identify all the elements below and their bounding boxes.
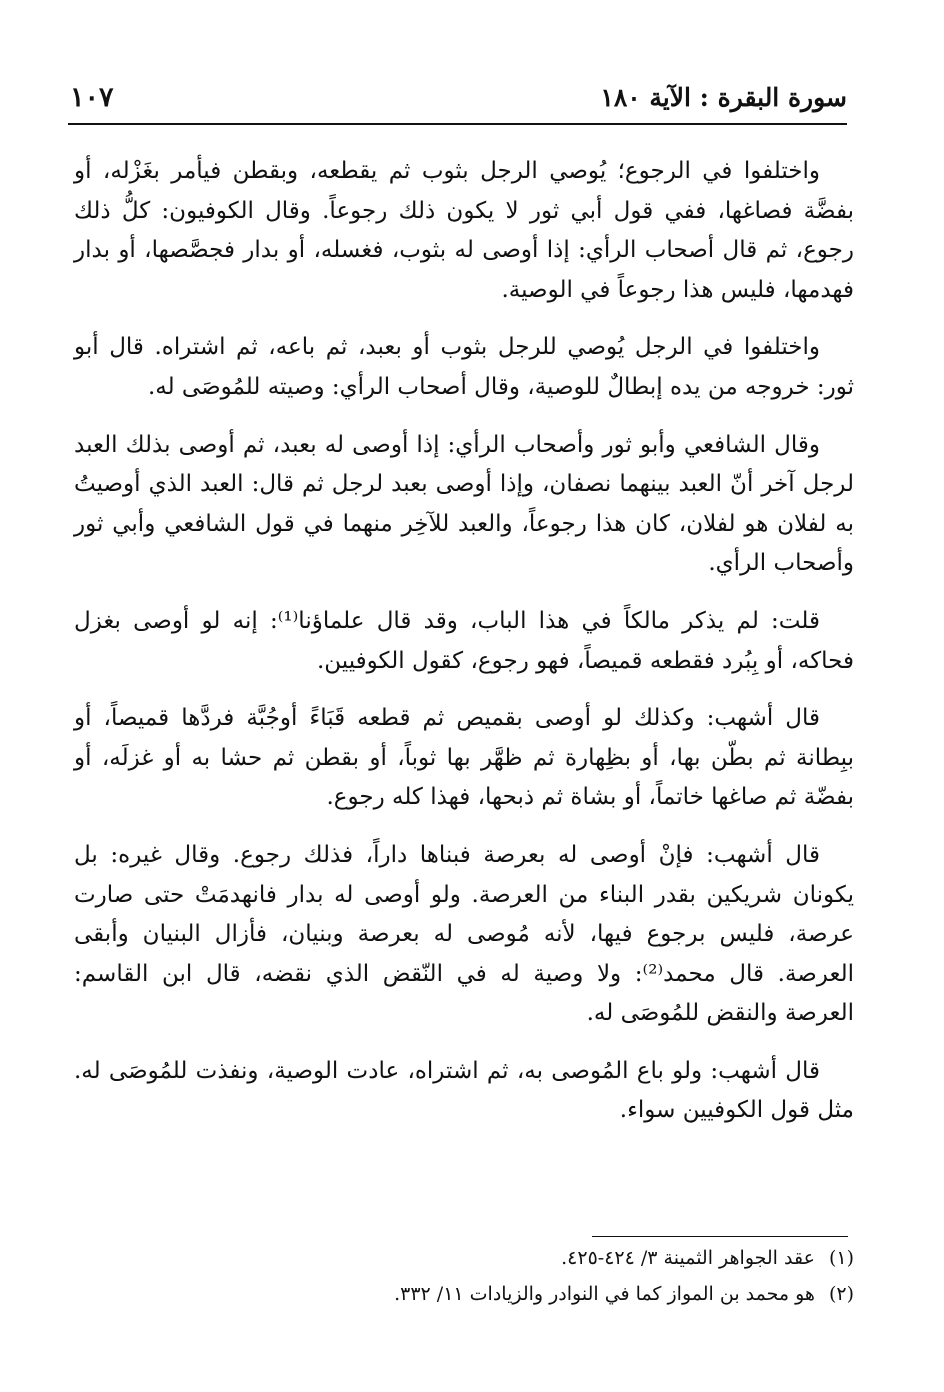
paragraph-3: وقال الشافعي وأبو ثور وأصحاب الرأي: إذا أوصى له بعبد، ثم أوصى بذلك العبد لرجل آخر أنّ العبد بينهما نصفان، وإذا أوصى بعبد لرجل ثم قال: العبد الذي أوصيتُ به لفلان هو لفلان، كان هذا رجوعاً، والعبد للآخِر منهما في قول الشافعي وأبي ثور وأصحاب الرأي. (74, 431, 854, 577)
footnote-rule (592, 1236, 848, 1237)
paragraph-4: قلت: لم يذكر مالكاً في هذا الباب، وقد قال علماؤنا⁽¹⁾: إنه لو أوصى بغزل فحاكه، أو بِبُرد فقطعه قميصاً، فهو رجوع، كقول الكوفيين. (74, 607, 854, 674)
footnote-text: عقد الجواهر الثمينة ٣/ ٤٢٤-٤٢٥. (561, 1247, 815, 1269)
paragraph-2: واختلفوا في الرجل يُوصي للرجل بثوب أو بعبد، ثم باعه، ثم اشتراه. قال أبو ثور: خروجه من يده إبطالٌ للوصية، وقال أصحاب الرأي: وصيته للمُوصَى له. (74, 334, 854, 400)
footnote-text: هو محمد بن المواز كما في النوادر والزيادات ١١/ ٣٣٢. (394, 1283, 815, 1305)
footnote-2 (74, 1276, 854, 1312)
paragraph-5: قال أشهب: وكذلك لو أوصى بقميص ثم قطعه قَبَاءً أوجُبَّة فردَّها قميصاً، أو ببِطانة ثم بطّن بها، أو بظِهارة ثم ظهَّر بها ثوباً، أو بقطن ثم حشا به أو غزلَه، أو بفضّة ثم صاغها خاتماً، أو بشاة ثم ذبحها، فهذا كله رجوع. (74, 705, 854, 811)
footnote-1 (74, 1240, 854, 1276)
main-text (74, 152, 854, 1149)
page-header (70, 78, 847, 122)
paragraph-6: قال أشهب: فإنْ أوصى له بعرصة فبناها داراً، فذلك رجوع. وقال غيره: بل يكونان شريكين بقدر البناء من العرصة. ولو أوصى له بدار فانهدمَتْ حتى صارت عرصة، فليس برجوع فيها، لأنه مُوصى له بعرصة وبنيان، فأزال البنيان وأبقى العرصة. قال محمد⁽²⁾: ولا وصية له في النّقض الذي نقضه، قال ابن القاسم: العرصة والنقض للمُوصَى له. (74, 841, 854, 1027)
footnotes (74, 1240, 854, 1312)
header-rule (68, 123, 847, 125)
footnote-number: (٢) (828, 1283, 854, 1305)
paragraph-7: قال أشهب: ولو باع المُوصى به، ثم اشتراه، عادت الوصية، ونفذت للمُوصَى له. مثل قول الكوفيين سواء. (74, 1057, 854, 1124)
paragraph-1: واختلفوا في الرجوع؛ يُوصي الرجل بثوب ثم يقطعه، وبقطن فيأمر بغَزْله، أو بفضَّة فصاغها، ففي قول أبي ثور لا يكون ذلك رجوعاً. وقال الكوفيون: كلُّ ذلك رجوع، ثم قال أصحاب الرأي: إذا أوصى له بثوب، فغسله، أو بدار فجصَّصها، أو بدار فهدمها، فليس هذا رجوعاً في الوصية. (74, 158, 854, 303)
page-number: ١٠٧ (70, 82, 114, 113)
footnote-number: (١) (828, 1247, 854, 1269)
running-title: سورة البقرة : الآية ١٨٠ (600, 83, 847, 112)
